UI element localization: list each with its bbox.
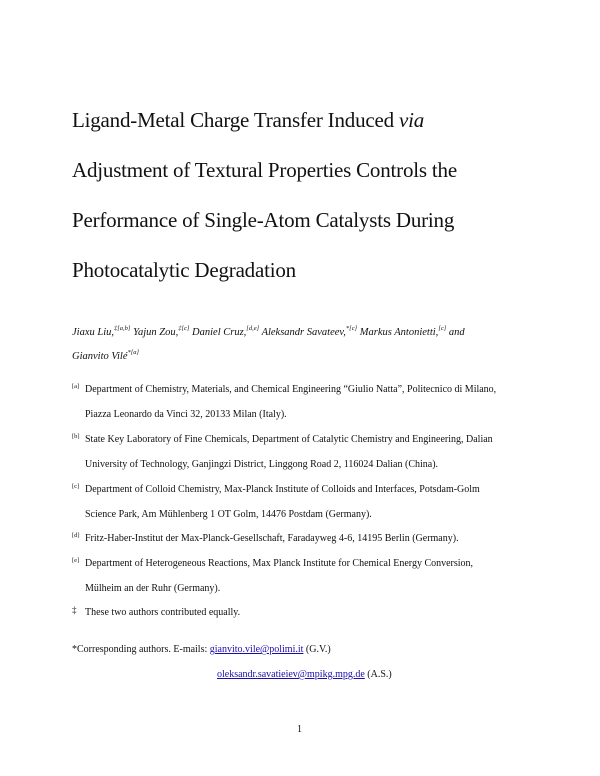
affiliation-line: Fritz-Haber-Institut der Max-Planck-Gesellschaft, Faradayweg 4-6, 14195 Berlin (Germany). (85, 533, 459, 544)
corresponding-authors-2 (217, 668, 392, 681)
authors-line-2 (72, 346, 139, 364)
corresponding-authors (72, 643, 331, 656)
email-suffix: (G.V.) (303, 644, 331, 655)
email-link-as[interactable]: oleksandr.savatieiev@mpikg.mpg.de (217, 669, 365, 680)
affiliation-line: University of Technology, Ganjingzi District, Linggong Road 2, 116024 Dalian (China). (85, 459, 439, 470)
author-conjunction: and (448, 327, 465, 338)
title-line-2: Adjustment of Textural Properties Controls the (72, 158, 457, 182)
author-affiliation: ‡[a,b] (114, 325, 131, 332)
affiliation-mark: [d] (72, 532, 80, 539)
author-name: Markus Antonietti, (359, 327, 439, 338)
affiliation-line: Mülheim an der Ruhr (Germany). (85, 583, 221, 594)
affiliation-mark: [e] (72, 557, 80, 564)
page-number: 1 (297, 724, 302, 735)
author-affiliation: [d,e] (246, 325, 260, 332)
author-affiliation: *[c] (345, 325, 358, 332)
author-name: Yajun Zou, (133, 327, 179, 338)
affiliation-line: Department of Heterogeneous Reactions, Max Planck Institute for Chemical Energy Conversion, (85, 558, 474, 569)
affiliation-line: Department of Colloid Chemistry, Max-Planck Institute of Colloids and Interfaces, Potsdam-Golm (85, 484, 480, 495)
title-line-1 (72, 108, 424, 132)
contact-label: *Corresponding authors. E-mails: (72, 644, 210, 655)
affiliation-mark: [a] (72, 383, 80, 390)
affiliation-line: These two authors contributed equally. (85, 607, 241, 618)
author-affiliation: [c] (438, 325, 447, 332)
email-link-gv[interactable]: gianvito.vile@polimi.it (209, 644, 304, 655)
author-name: Gianvito Vilé (72, 351, 128, 362)
title-italic: via (398, 108, 425, 132)
title-line-4: Photocatalytic Degradation (72, 258, 296, 282)
author-name: Aleksandr Savateev, (261, 327, 346, 338)
email-suffix: (A.S.) (364, 669, 392, 680)
author-name: Daniel Cruz, (192, 327, 247, 338)
affiliation-mark: [c] (72, 483, 80, 490)
title-line-3: Performance of Single-Atom Catalysts During (72, 208, 455, 232)
affiliation-line: Department of Chemistry, Materials, and Chemical Engineering “Giulio Natta”, Politecnico di Milano, (85, 384, 497, 395)
authors-line-1 (72, 322, 465, 340)
author-name: Jiaxu Liu, (72, 327, 114, 338)
title-text: Ligand-Metal Charge Transfer Induced (72, 108, 399, 132)
author-affiliation: *[a] (127, 349, 140, 356)
double-dagger-mark: ‡ (72, 605, 77, 615)
affiliation-line: State Key Laboratory of Fine Chemicals, Department of Catalytic Chemistry and Engineering, Dalian (85, 434, 493, 445)
affiliation-line: Piazza Leonardo da Vinci 32, 20133 Milan (Italy). (85, 409, 287, 420)
author-affiliation: ‡[c] (178, 325, 190, 332)
affiliation-line: Science Park, Am Mühlenberg 1 OT Golm, 14476 Postdam (Germany). (85, 509, 372, 520)
affiliation-mark: [b] (72, 433, 80, 440)
